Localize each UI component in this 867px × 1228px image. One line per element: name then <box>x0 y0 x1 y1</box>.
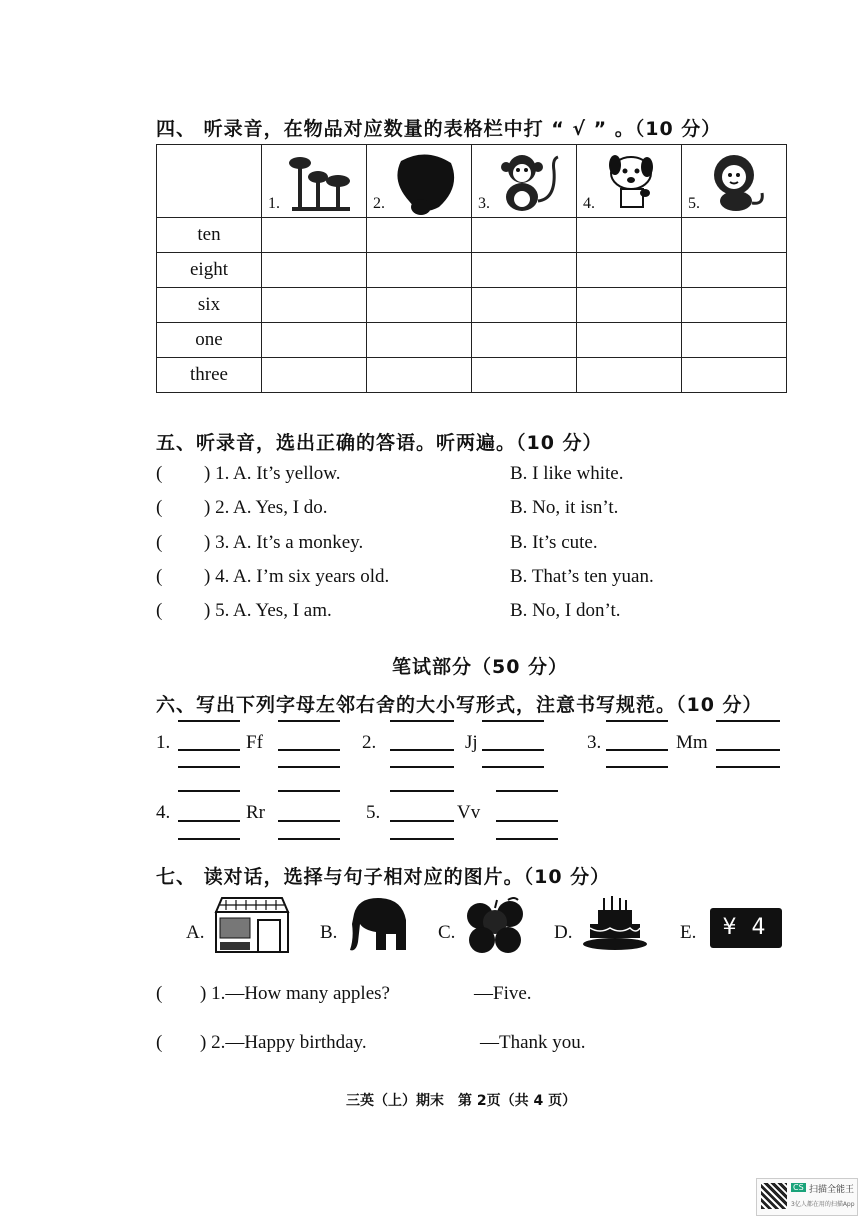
row-label: six <box>157 288 262 323</box>
option-label: D. <box>554 922 573 943</box>
answer-cell[interactable] <box>262 358 367 393</box>
answer-cell[interactable] <box>682 358 787 393</box>
answer-cell[interactable] <box>472 358 577 393</box>
dog-icon <box>601 151 671 215</box>
writing-line <box>390 766 454 768</box>
answer-cell[interactable] <box>577 253 682 288</box>
writing-line <box>482 766 544 768</box>
answer-cell[interactable] <box>577 358 682 393</box>
given-letters: Jj <box>465 732 478 753</box>
answer-cell[interactable] <box>577 323 682 358</box>
writing-line <box>390 720 454 722</box>
section5-title: 五、听录音，选出正确的答语。听两遍。（10 分） <box>156 432 603 454</box>
answer-cell[interactable] <box>262 253 367 288</box>
answer-paren[interactable]: ( <box>156 463 163 484</box>
answer-paren[interactable]: ( <box>156 983 163 1004</box>
page-footer: 三英（上）期末 第 2页（共 4 页） <box>346 1093 577 1109</box>
column-number: 4. <box>583 195 595 212</box>
column-number: 3. <box>478 195 490 212</box>
writing-line <box>606 720 668 722</box>
table-col-1 <box>262 145 367 218</box>
item-number: 4. <box>156 802 171 823</box>
writing-line <box>178 720 240 722</box>
writing-line[interactable] <box>390 820 454 822</box>
answer-cell[interactable] <box>472 218 577 253</box>
column-number: 5. <box>688 195 700 212</box>
writing-line <box>278 790 340 792</box>
answer-cell[interactable] <box>262 218 367 253</box>
answer-cell[interactable] <box>367 253 472 288</box>
answer-cell[interactable] <box>262 288 367 323</box>
writing-line <box>278 720 340 722</box>
lion-icon <box>706 151 776 215</box>
table-row <box>157 358 787 393</box>
given-letters: Vv <box>457 802 481 823</box>
dialogue-answer: —Thank you. <box>480 1032 586 1053</box>
writing-line <box>278 766 340 768</box>
table-row <box>157 288 787 323</box>
answer-paren[interactable]: ( <box>156 566 163 587</box>
given-letters: Ff <box>246 732 263 753</box>
dialogue-answer: —Five. <box>474 983 532 1004</box>
item-number: 3. <box>587 732 602 753</box>
table-header-row <box>157 145 787 218</box>
answer-cell[interactable] <box>682 253 787 288</box>
answer-paren[interactable]: ( <box>156 497 163 518</box>
option-label: B. <box>320 922 338 943</box>
cake-icon <box>580 894 650 954</box>
given-letters: Mm <box>676 732 708 753</box>
writing-line[interactable] <box>178 820 240 822</box>
table-row <box>157 218 787 253</box>
table-corner-cell <box>157 145 262 218</box>
item-number: 2. <box>362 732 377 753</box>
section6-title: 六、写出下列字母左邻右舍的大小写形式，注意书写规范。（10 分） <box>156 694 763 716</box>
answer-cell[interactable] <box>472 323 577 358</box>
table-col-5 <box>682 145 787 218</box>
writing-line[interactable] <box>178 749 240 751</box>
question-option-b: B. It’s cute. <box>510 532 598 553</box>
writing-line <box>390 790 454 792</box>
qr-code-icon <box>761 1183 787 1209</box>
row-label: eight <box>157 253 262 288</box>
dialogue-question: ) 2.—Happy birthday. <box>200 1032 367 1053</box>
scanner-sub: 3亿人都在用的扫描App <box>791 1201 855 1208</box>
writing-line <box>716 766 780 768</box>
writing-line[interactable] <box>278 749 340 751</box>
answer-paren[interactable]: ( <box>156 1032 163 1053</box>
answer-cell[interactable] <box>367 358 472 393</box>
trees-icon <box>286 151 356 213</box>
question-option-b: B. No, I don’t. <box>510 600 621 621</box>
written-part-title: 笔试部分（50 分） <box>392 656 569 678</box>
answer-cell[interactable] <box>682 218 787 253</box>
answer-cell[interactable] <box>682 288 787 323</box>
table-col-3 <box>472 145 577 218</box>
question-option-a: ) 2. A. Yes, I do. <box>204 497 328 518</box>
table-col-2 <box>367 145 472 218</box>
writing-line <box>178 766 240 768</box>
writing-line <box>716 720 780 722</box>
writing-line <box>278 838 340 840</box>
answer-paren[interactable]: ( <box>156 600 163 621</box>
table-col-4 <box>577 145 682 218</box>
answer-cell[interactable] <box>367 218 472 253</box>
question-option-a: ) 5. A. Yes, I am. <box>204 600 332 621</box>
price-tag-icon: ¥ 4 <box>710 908 782 948</box>
writing-line[interactable] <box>496 820 558 822</box>
writing-line[interactable] <box>278 820 340 822</box>
row-label: three <box>157 358 262 393</box>
writing-line <box>482 720 544 722</box>
question-option-b: B. I like white. <box>510 463 624 484</box>
answer-cell[interactable] <box>367 288 472 323</box>
question-option-a: ) 3. A. It’s a monkey. <box>204 532 364 553</box>
option-label: C. <box>438 922 456 943</box>
column-number: 2. <box>373 195 385 212</box>
answer-cell[interactable] <box>577 218 682 253</box>
monkey-icon <box>496 151 566 215</box>
leaf-icon <box>391 151 461 215</box>
question-option-a: ) 4. A. I’m six years old. <box>204 566 390 587</box>
item-number: 1. <box>156 732 171 753</box>
column-number: 1. <box>268 195 280 212</box>
answer-paren[interactable]: ( <box>156 532 163 553</box>
section7-title: 七、 读对话，选择与句子相对应的图片。（10 分） <box>156 866 611 888</box>
answer-cell[interactable] <box>472 288 577 323</box>
option-label: E. <box>680 922 697 943</box>
answer-cell[interactable] <box>472 253 577 288</box>
counting-table <box>156 144 787 393</box>
row-label: ten <box>157 218 262 253</box>
question-option-b: B. No, it isn’t. <box>510 497 619 518</box>
section4-title: 四、 听录音，在物品对应数量的表格栏中打 “ √ ” 。（10 分） <box>156 118 722 140</box>
elephant-icon <box>346 894 408 956</box>
dialogue-question: ) 1.—How many apples? <box>200 983 390 1004</box>
given-letters: Rr <box>246 802 265 823</box>
answer-cell[interactable] <box>367 323 472 358</box>
writing-line[interactable] <box>390 749 454 751</box>
apples-icon <box>462 894 532 958</box>
answer-cell[interactable] <box>577 288 682 323</box>
question-option-a: ) 1. A. It’s yellow. <box>204 463 341 484</box>
item-number: 5. <box>366 802 381 823</box>
scanner-name: 扫描全能王 <box>809 1185 855 1195</box>
scanner-badge: CS <box>793 1183 804 1192</box>
writing-line <box>496 838 558 840</box>
writing-line[interactable] <box>716 749 780 751</box>
row-label: one <box>157 323 262 358</box>
scanner-watermark <box>756 1178 858 1216</box>
writing-line <box>496 790 558 792</box>
answer-cell[interactable] <box>262 323 367 358</box>
option-label: A. <box>186 922 205 943</box>
writing-line <box>606 766 668 768</box>
writing-line <box>390 838 454 840</box>
writing-line <box>178 790 240 792</box>
shop-icon <box>212 896 290 954</box>
writing-line <box>178 838 240 840</box>
table-row <box>157 323 787 358</box>
question-option-b: B. That’s ten yuan. <box>510 566 654 587</box>
table-row <box>157 253 787 288</box>
answer-cell[interactable] <box>682 323 787 358</box>
writing-line[interactable] <box>482 749 544 751</box>
writing-line[interactable] <box>606 749 668 751</box>
